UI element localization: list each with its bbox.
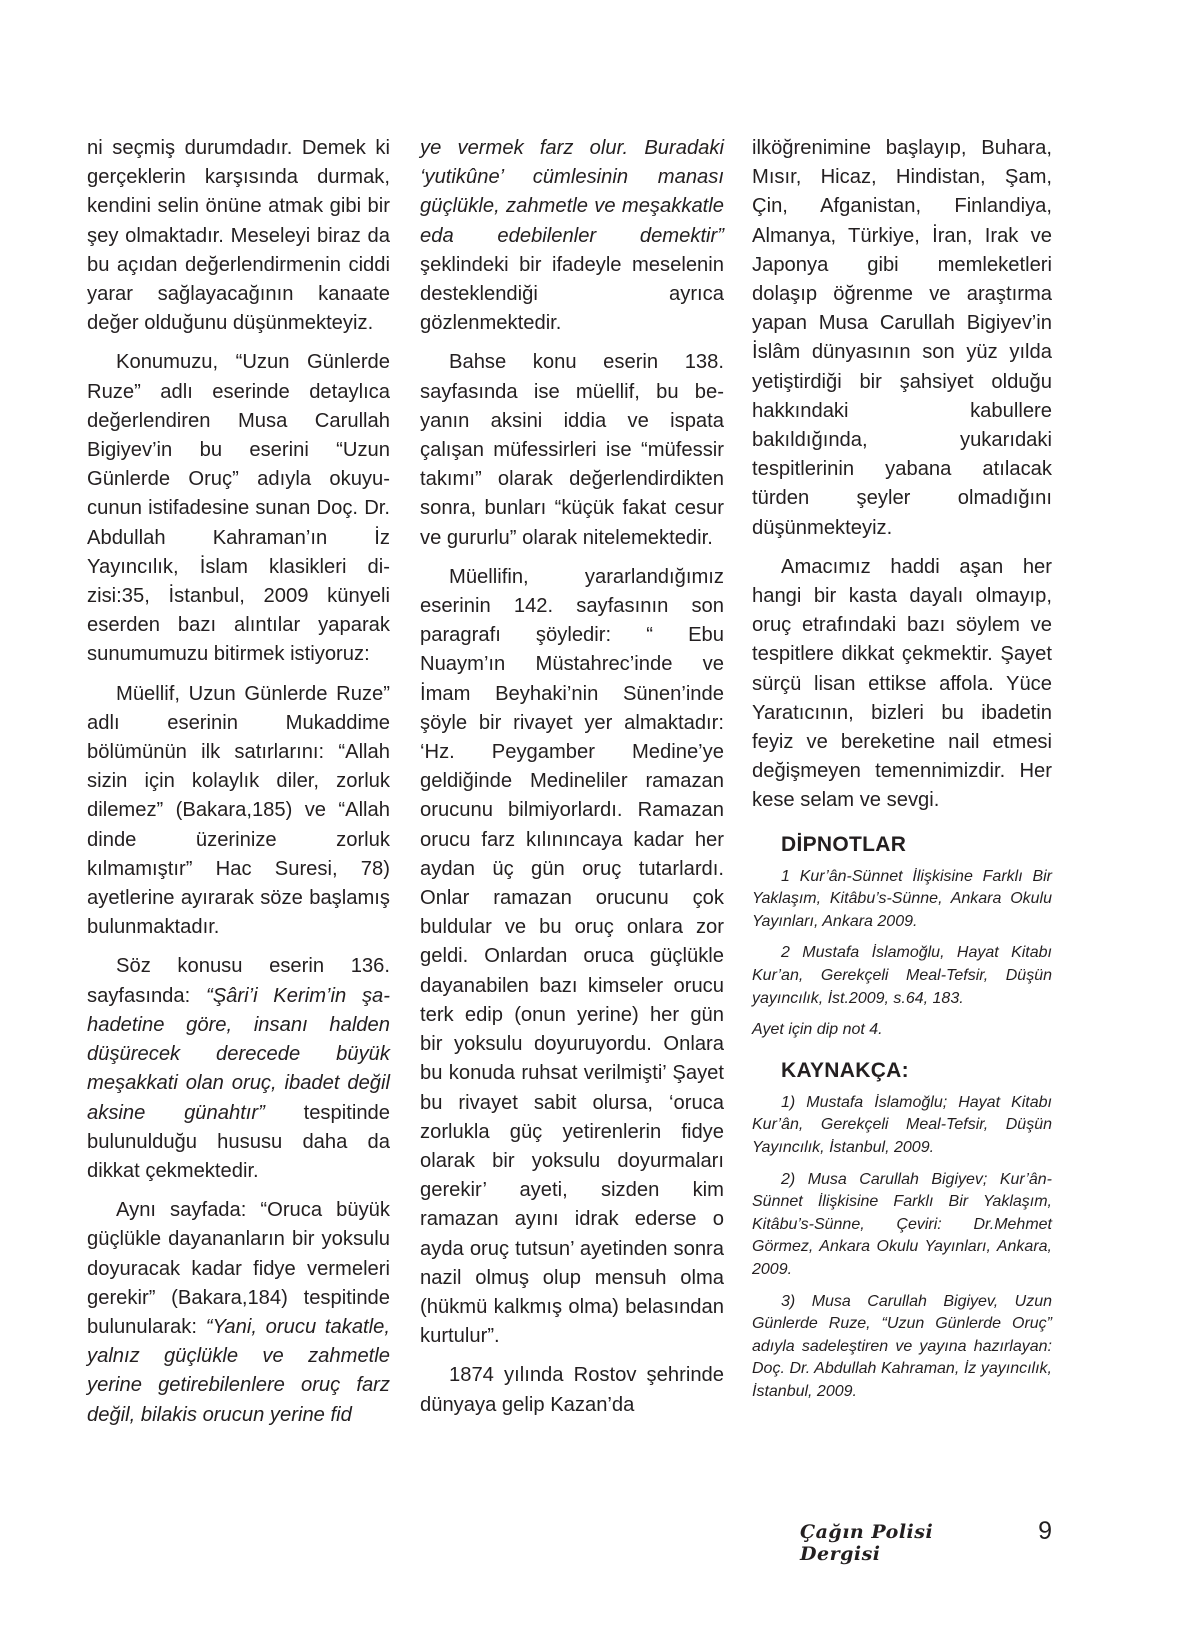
column-1 bbox=[87, 134, 390, 1440]
footnote: Ayet için dip not 4. bbox=[752, 1021, 883, 1039]
footnotes-heading: DİPNOTLAR bbox=[781, 832, 907, 856]
paragraph bbox=[87, 1196, 390, 1430]
footnote: 1 Kur’ân-Sünnet İlişkisine Farklı Bir Yaklaşım, Kitâbu’s-Sünne, Ankara Okulu Yayınları, Ankara 2009. bbox=[752, 867, 1052, 930]
paragraph bbox=[420, 134, 724, 338]
paragraph: Müellif, Uzun Günlerde Ruze” adlı eserinin Mukaddime bölümünün ilk satırlarını: “Allah sizin için kolaylık diler, zorluk dilemez” (Bakara,185) ve “Allah dinde üzerinize zorluk kılmamıştır” Hac Suresi, 78) ayetlerine ayırarak söze başlamış bulunmaktadır. bbox=[87, 682, 390, 939]
paragraph: Amacımız haddi aşan her hangi bir kasta dayalı olmayıp, oruç etrafındaki bazı söylem ve tespitlere dikkat çekmektir. Şayet sürçü lisan ettikse affola. Yüce Yaratıcının, bizleri bu ibadetin feyiz ve bereketine nail etmesi değişmeyen temennimizdir. Her kese selam ve sevgi. bbox=[752, 555, 1052, 812]
paragraph-text: Aynı sayfada: “Oruca büyük güçlükle dayananların bir yoksulu doyuracak kadar fidye vermeleri gerekir” (Bakara,184) tespitinde bulunularak: bbox=[87, 1199, 390, 1338]
reference: 2) Musa Carullah Bigiyev; Kur’ân-Sünnet İlişkisine Farklı Bir Yaklaşım, Kitâbu’s-Sünne, Çeviri: Dr.Mehmet Görmez, Ankara Okulu Yayınları, Ankara, 2009. bbox=[752, 1170, 1052, 1278]
page-number: 9 bbox=[1038, 1517, 1052, 1545]
quote-italic: “Şâri’i Kerim’in şahadetine göre, insanı halden düşürecek derecede büyük meşakkati olan oruç, ibadet değil aksine günahtır” bbox=[87, 984, 391, 1124]
column-3 bbox=[752, 134, 1052, 1413]
reference: 3) Musa Carullah Bigiyev, Uzun Günlerde Ruze, “Uzun Günlerde Oruç” adıyla sadeleştiren ve yayına hazırlayan: Doç. Dr. Abdullah Kahraman, İz yayıncılık, İstanbul, 2009. bbox=[752, 1292, 1052, 1400]
references-heading: KAYNAKÇA: bbox=[781, 1058, 909, 1082]
footnote: 2 Mustafa İslamoğlu, Hayat Kitabı Kur’an, Gerekçeli Meal-Tefsir, Düşün yayıncılık, İst.2009, s.64, 183. bbox=[752, 944, 1052, 1007]
magazine-name: Çağın Polisi Dergisi bbox=[800, 1521, 934, 1565]
paragraph-text: Söz konusu eserin 136. sayfasında: bbox=[87, 955, 390, 1007]
paragraph: Konumuzu, “Uzun Günlerde Ruze” adlı eserinde detaylıca değerlendiren Musa Carullah Bigiyev’in bu eserini “Uzun Günlerde Oruç” adıyla okuyucunun istifadesine sunan Doç. Dr. Abdullah Kahraman’ın İz Yayıncılık, İslam klasikleri dizisi:35, İstanbul, 2009 künyeli eserden bazı alıntılar yaparak sunumumuzu bitirmek istiyoruz: bbox=[87, 351, 390, 666]
page-footer bbox=[800, 1517, 1060, 1565]
quote-italic: “Yani, orucu takatle, yalnız güçlükle ve zahmetle yerine getirebilenlere oruç farz değil, bilakis orucun yerine fid bbox=[87, 1315, 390, 1426]
paragraph: ni seçmiş durumdadır. Demek ki gerçeklerin karşısında durmak, kendini selin önüne atmak gibi bir şey olmaktadır. Meseleyi biraz da bu açıdan değerlendirmenin ciddi yarar sağlayacağının kanaate değer olduğunu düşünmekteyiz. bbox=[87, 137, 390, 335]
paragraph-text: şeklindeki bir ifadeyle meselenin desteklendiği ayrıca gözlenmektedir. bbox=[420, 253, 724, 335]
paragraph: 1874 yılında Rostov şehrinde dünyaya gelip Kazan’da bbox=[420, 1364, 724, 1416]
paragraph: Müellifin, yararlandığımız eserinin 142. sayfasının son paragrafı şöyledir: “ Ebu Nuaym’ın Müstahrec’inde ve İmam Beyhaki’nin Sünen’inde şöyle bir rivayet yer almaktadır: ‘Hz. Peygamber Medine’ye geldiğinde Medineliler ramazan orucunu bilmiyorlardı. Ramazan orucu farz kılınıncaya kadar her aydan üç gün oruç tutarlardı. Onlar ramazan orucunu çok buldular ve bu oruç onlara zor geldi. Onlardan oruca güçlükle dayanabilen bazı kimseler orucu terk edip (onun yerine) her gün bir yoksulu doyuruyordu. Onlara bu konuda ruhsat verilmişti’ Şayet bu rivayet sabit olursa, ‘oruca zorlukla güç yetirenlerin fidye olarak bir yoksulu doyurmaları gerekir’ ayeti, sizden kim ramazan ayını idrak ederse o ayda oruç tutsun’ ayetinden sonra nazil olmuş olup mensuh olma (hükmü kalkmış olma) belasından kurtulur”. bbox=[420, 565, 724, 1348]
paragraph: ilköğrenimine başlayıp, Buhara, Mısır, Hicaz, Hindistan, Şam, Çin, Afganistan, Finlandiya, Almanya, Türkiye, İran, Irak ve Japonya gibi memleketleri dolaşıp öğrenme ve araştırma yapan Musa Carullah Bigiyev’in İslâm dünyasının son yüz yılda yetiştirdiği bir şahsiyet olduğu hakkındaki kabullere bakıldığında, yukarıdaki tespitlerinin yabana atılacak türden şeyler olmadığını düşünmekteyiz. bbox=[752, 137, 1052, 539]
paragraph-text: tespitinde bulunulduğu hususu daha da dikkat çekmektedir. bbox=[87, 1101, 391, 1182]
reference: 1) Mustafa İslamoğlu; Hayat Kitabı Kur’ân, Gerekçeli Meal-Tefsir, Düşün Yayıncılık, İstanbul, 2009. bbox=[752, 1093, 1052, 1157]
column-2 bbox=[420, 134, 724, 1430]
quote-italic: ye vermek farz olur. Buradaki ‘yutikûne’ cümlesinin manası güçlükle, zahmetle ve meşakkatle eda edebilenler demektir” bbox=[420, 137, 724, 247]
paragraph: Bahse konu eserin 138. sayfasında ise müellif, bu beyanın aksini iddia ve ispata çalışan müfessirleri ise “müfessir takımı” olarak değerlendirdikten sonra, bunları “küçük fakat cesur ve gururlu” olarak nitelemektedir. bbox=[420, 351, 724, 549]
paragraph bbox=[87, 952, 390, 1186]
